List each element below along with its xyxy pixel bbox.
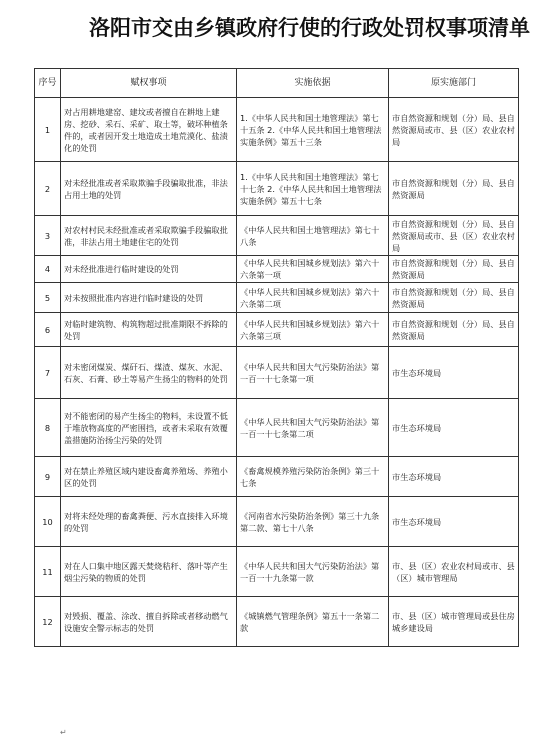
- table-row: [35, 162, 519, 216]
- row-power: 对农村村民未经批准或者采取欺骗手段骗取批准，非法占用土地建住宅的处罚: [61, 216, 237, 256]
- row-basis: 《中华人民共和国城乡规划法》第六十六条第一项: [237, 256, 389, 283]
- row-power: 对在禁止养殖区域内建设畜禽养殖场、养殖小区的处罚: [61, 457, 237, 497]
- row-power: 对临时建筑物、构筑物超过批准期限不拆除的处罚: [61, 313, 237, 347]
- table-row: [35, 399, 519, 457]
- row-power: 对在人口集中地区露天焚烧秸秆、落叶等产生烟尘污染的物质的处罚: [61, 547, 237, 597]
- row-basis: 《畜禽规模养殖污染防治条例》第三十七条: [237, 457, 389, 497]
- row-no: 3: [35, 216, 61, 256]
- row-dept: 市生态环境局: [389, 399, 519, 457]
- row-power: 对将未经处理的畜禽粪便、污水直接排入环境的处罚: [61, 497, 237, 547]
- row-dept: 市自然资源和规划（分）局、县自然资源局或市、县（区）农业农村局: [389, 98, 519, 162]
- row-no: 4: [35, 256, 61, 283]
- row-dept: 市自然资源和规划（分）局、县自然资源局或市、县（区）农业农村局: [389, 216, 519, 256]
- row-basis: 《中华人民共和国大气污染防治法》第一百一十九条第一款: [237, 547, 389, 597]
- row-basis: 1.《中华人民共和国土地管理法》第七十五条 2.《中华人民共和国土地管理法实施条例》第五十三条: [237, 98, 389, 162]
- row-basis: 《中华人民共和国大气污染防治法》第一百一十七条第一项: [237, 347, 389, 399]
- return-mark: ↵: [60, 728, 67, 737]
- row-no: 2: [35, 162, 61, 216]
- row-dept: 市生态环境局: [389, 457, 519, 497]
- row-basis: 《中华人民共和国土地管理法》第七十八条: [237, 216, 389, 256]
- page-title: 洛阳市交由乡镇政府行使的行政处罚权事项清单: [89, 16, 530, 40]
- row-dept: 市自然资源和规划（分）局、县自然资源局: [389, 283, 519, 313]
- row-power: 对不能密闭的易产生扬尘的物料，未设置不低于堆放物高度的严密围挡，或者未采取有效覆盖措施防治扬尘污染的处罚: [61, 399, 237, 457]
- row-power: 对毁损、覆盖、涂改、擅自拆除或者移动燃气设施安全警示标志的处罚: [61, 597, 237, 647]
- table-row: [35, 256, 519, 283]
- row-no: 11: [35, 547, 61, 597]
- header-no: 序号: [35, 69, 61, 98]
- table-row: [35, 347, 519, 399]
- header-basis: 实施依据: [237, 69, 389, 98]
- row-no: 12: [35, 597, 61, 647]
- row-basis: 《河南省水污染防治条例》第三十九条第二款、第七十八条: [237, 497, 389, 547]
- row-dept: 市生态环境局: [389, 347, 519, 399]
- table-row: [35, 216, 519, 256]
- row-basis: 《中华人民共和国城乡规划法》第六十六条第二项: [237, 283, 389, 313]
- row-power: 对未经批准或者采取欺骗手段骗取批准，非法占用土地的处罚: [61, 162, 237, 216]
- table-row: [35, 597, 519, 647]
- row-basis: 《城镇燃气管理条例》第五十一条第二款: [237, 597, 389, 647]
- row-basis: 《中华人民共和国大气污染防治法》第一百一十七条第二项: [237, 399, 389, 457]
- row-dept: 市生态环境局: [389, 497, 519, 547]
- row-dept: 市自然资源和规划（分）局、县自然资源局: [389, 162, 519, 216]
- row-dept: 市、县（区）农业农村局或市、县（区）城市管理局: [389, 547, 519, 597]
- table-row: [35, 547, 519, 597]
- row-power: 对未密闭煤炭、煤矸石、煤渣、煤灰、水泥、石灰、石膏、砂土等易产生扬尘的物料的处罚: [61, 347, 237, 399]
- row-dept: 市自然资源和规划（分）局、县自然资源局: [389, 313, 519, 347]
- items-table: [34, 68, 519, 647]
- table-row: [35, 283, 519, 313]
- row-basis: 1.《中华人民共和国土地管理法》第七十七条 2.《中华人民共和国土地管理法实施条例》第五十七条: [237, 162, 389, 216]
- row-power: 对未按照批准内容进行临时建设的处罚: [61, 283, 237, 313]
- row-dept: 市、县（区）城市管理局或县住房城乡建设局: [389, 597, 519, 647]
- row-basis: 《中华人民共和国城乡规划法》第六十六条第三项: [237, 313, 389, 347]
- table-row: [35, 98, 519, 162]
- table-row: [35, 497, 519, 547]
- table-row: [35, 313, 519, 347]
- row-no: 5: [35, 283, 61, 313]
- row-no: 7: [35, 347, 61, 399]
- row-no: 1: [35, 98, 61, 162]
- row-power: 对未经批准进行临时建设的处罚: [61, 256, 237, 283]
- table-header-row: [35, 69, 519, 98]
- row-no: 6: [35, 313, 61, 347]
- row-no: 9: [35, 457, 61, 497]
- row-dept: 市自然资源和规划（分）局、县自然资源局: [389, 256, 519, 283]
- row-power: 对占用耕地建窑、建坟或者擅自在耕地上建房、挖砂、采石、采矿、取土等，破坏种植条件的，或者因开发土地造成土地荒漠化、盐渍化的处罚: [61, 98, 237, 162]
- row-no: 8: [35, 399, 61, 457]
- row-no: 10: [35, 497, 61, 547]
- header-power: 赋权事项: [61, 69, 237, 98]
- header-dept: 原实施部门: [389, 69, 519, 98]
- table-row: [35, 457, 519, 497]
